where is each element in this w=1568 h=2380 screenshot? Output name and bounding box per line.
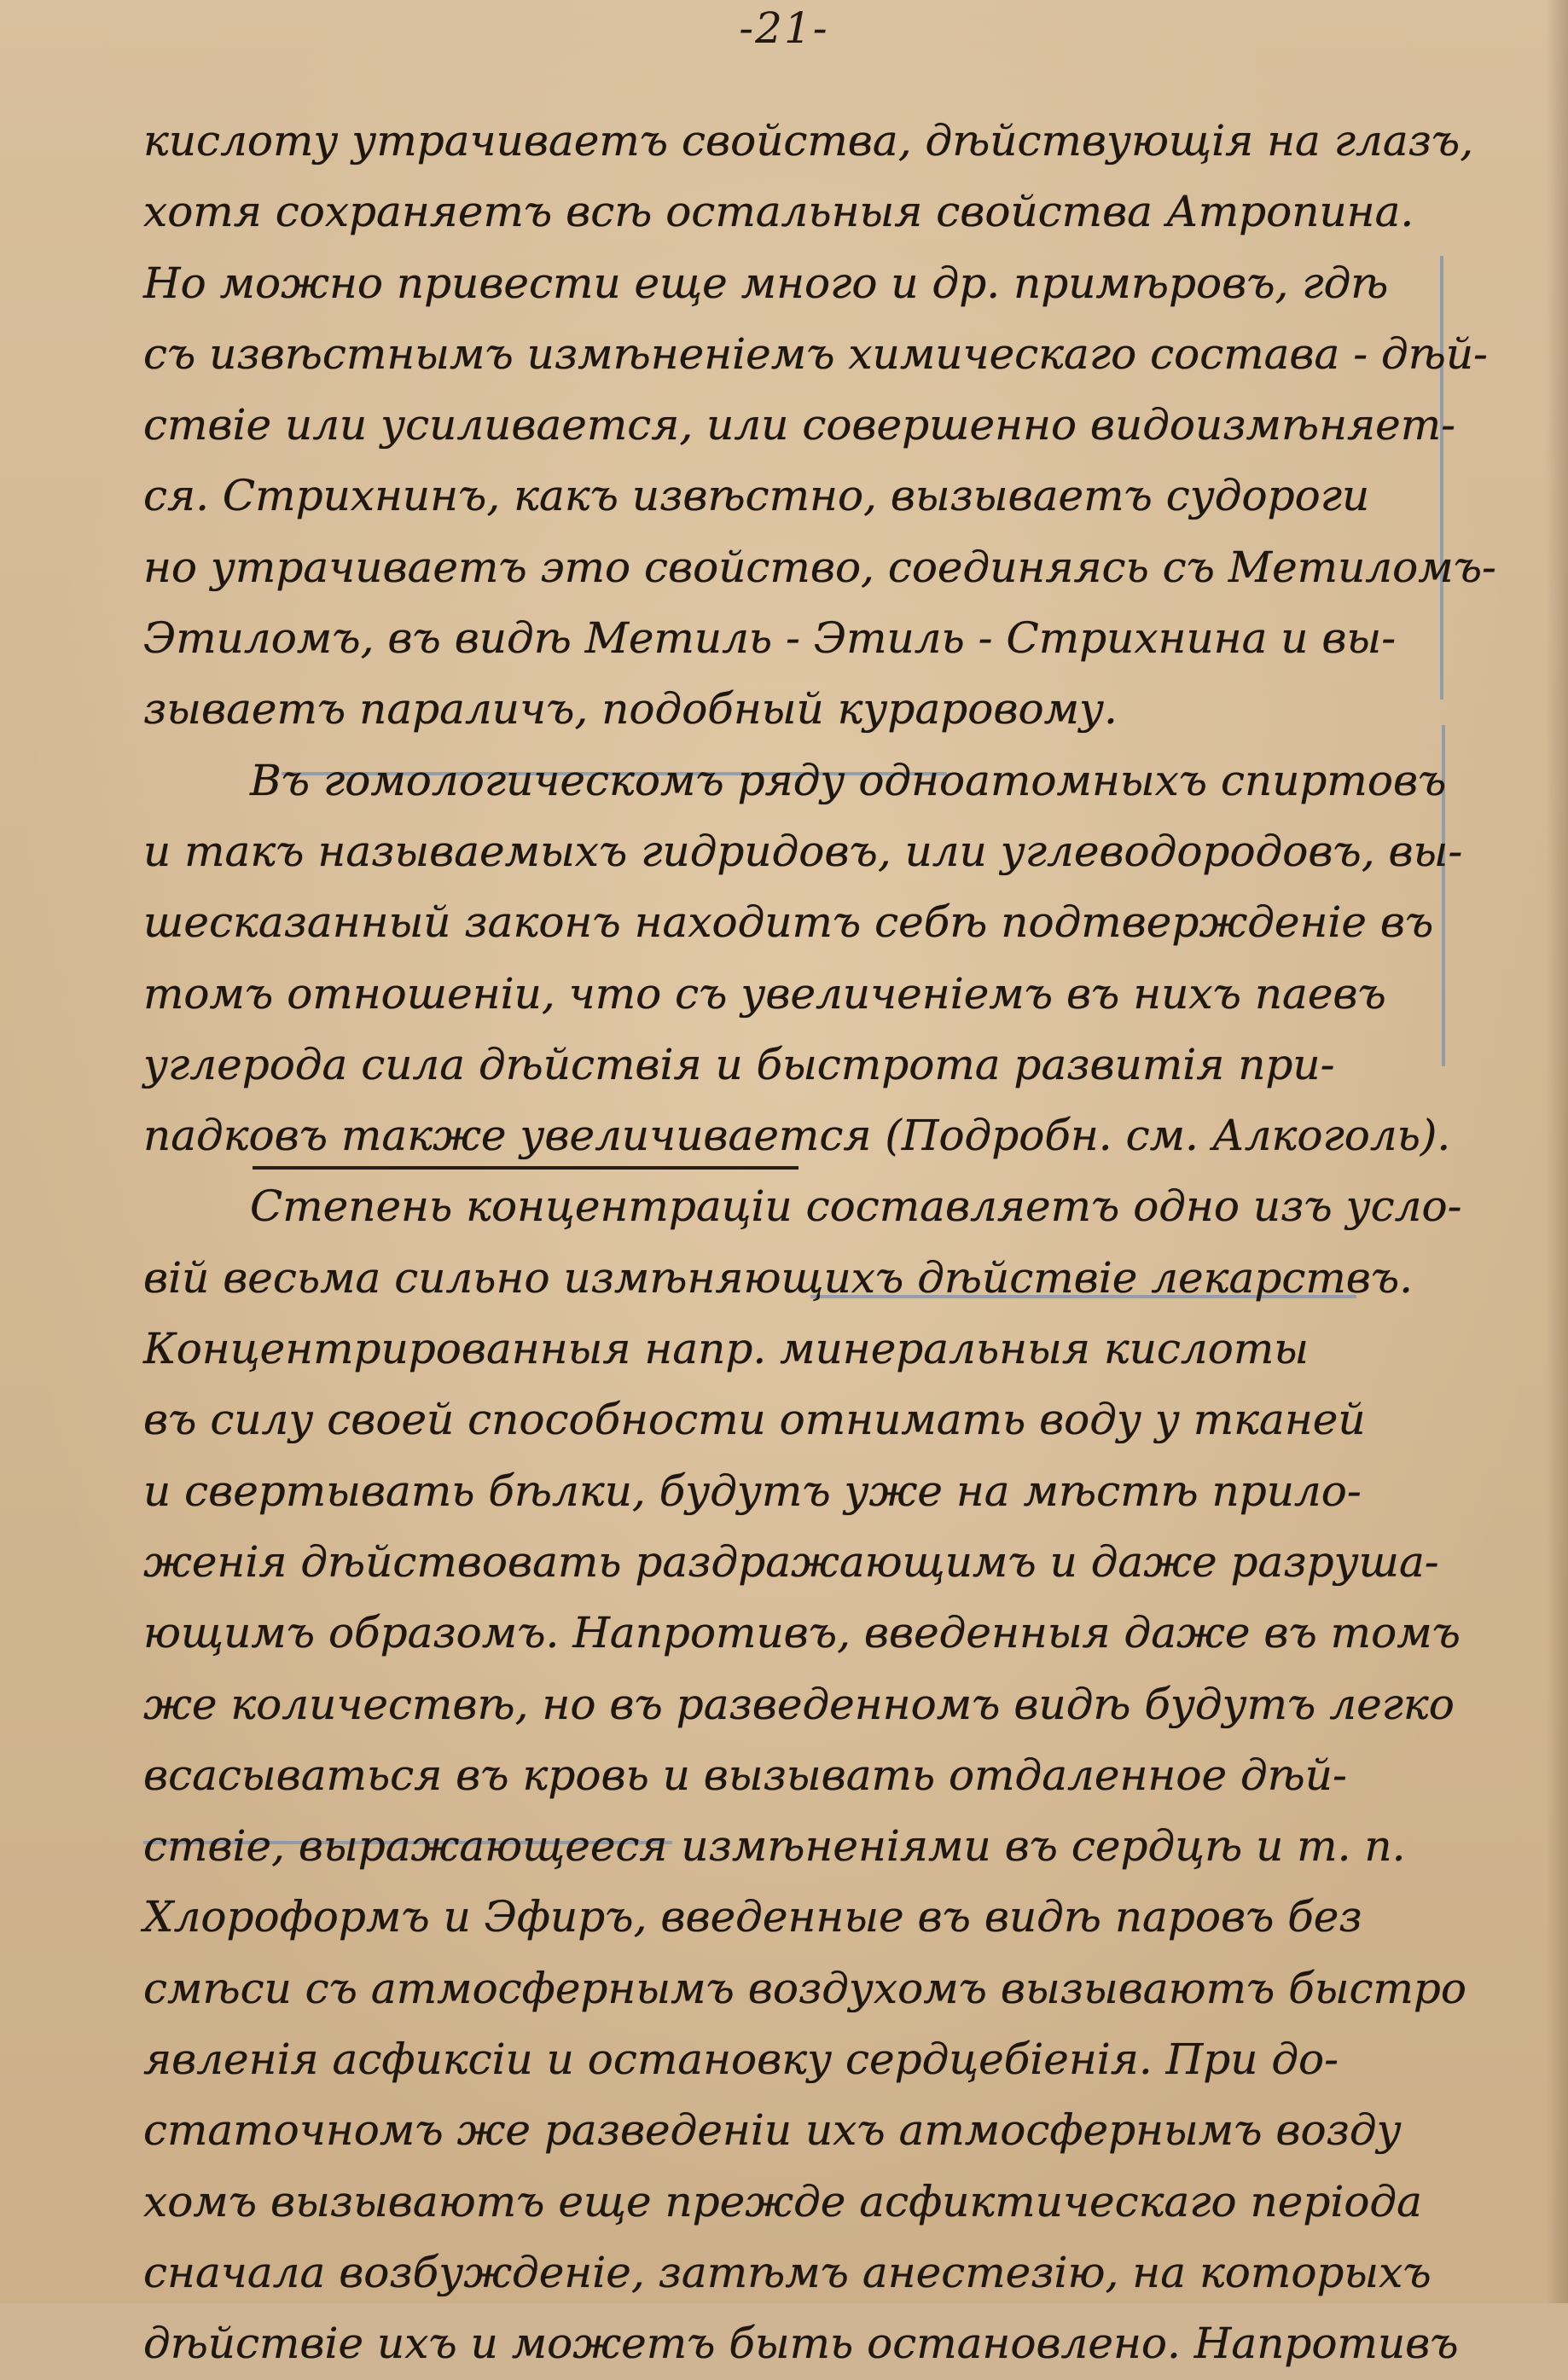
text-line: всасываться въ кровь и вызывать отдаленное дѣй- — [143, 1750, 1347, 1800]
text-line: ся. Стрихнинъ, какъ извѣстно, вызываетъ судороги — [143, 471, 1370, 521]
text-line: ствіе или усиливается, или совершенно видоизмѣняет- — [143, 400, 1456, 450]
text-line: дѣйствіе ихъ и можетъ быть остановлено. Напротивъ — [143, 2319, 1459, 2369]
handwritten-text — [143, 106, 1496, 2380]
text-line: же количествѣ, но въ разведенномъ видѣ будутъ легко — [143, 1679, 1455, 1729]
text-line: Этиломъ, въ видѣ Метиль - Этиль - Стрихнина и вы- — [143, 613, 1397, 664]
text-line: но утрачиваетъ это свойство, соединяясь съ Метиломъ- — [143, 542, 1496, 592]
text-line: Но можно привести еще много и др. примѣровъ, гдѣ — [143, 258, 1389, 308]
text-line: кислоту утрачиваетъ свойства, дѣйствующія на глазъ, — [143, 116, 1474, 165]
text-line: Концентрированныя напр. минеральныя кислоты — [143, 1324, 1309, 1374]
text-line: съ извѣстнымъ измѣненіемъ химическаго состава - дѣй- — [143, 328, 1488, 379]
text-line: хомъ вызываютъ еще прежде асфиктическаго періода — [143, 2176, 1422, 2226]
page-number: -21- — [739, 3, 829, 53]
text-line: ствіе, выражающееся измѣненіями въ сердцѣ и т. п. — [143, 1821, 1406, 1872]
text-line: сначала возбужденіе, затѣмъ анестезію, на которыхъ — [143, 2247, 1432, 2297]
text-line: смѣси съ атмосфернымъ воздухомъ вызываютъ быстро — [143, 1963, 1467, 2013]
paragraph-start-line: Въ гомологическомъ ряду одноатомныхъ спиртовъ — [250, 755, 1447, 805]
text-line: и такъ называемыхъ гидридовъ, или углеводородовъ, вы- — [143, 826, 1463, 876]
text-line: углерода сила дѣйствія и быстрота развитія при- — [143, 1039, 1335, 1089]
text-line: вій весьма сильно измѣняющихъ дѣйствіе лекарствъ. — [143, 1252, 1414, 1303]
text-line: статочномъ же разведеніи ихъ атмосфернымъ возду — [143, 2105, 1402, 2156]
text-line: въ силу своей способности отнимать воду у тканей — [143, 1395, 1366, 1445]
text-line: падковъ также увеличивается (Подробн. см. Алкоголь). — [143, 1111, 1451, 1161]
text-line: шесказанный законъ находитъ себѣ подтвержденіе въ — [143, 897, 1434, 948]
text-line: зываетъ параличъ, подобный кураровому. — [143, 684, 1118, 734]
page-edge-shadow — [1546, 0, 1568, 2303]
text-line: томъ отношеніи, что съ увеличеніемъ въ нихъ паевъ — [143, 968, 1386, 1019]
text-line: Хлороформъ и Эфиръ, введенные въ видѣ паровъ без — [143, 1892, 1362, 1942]
paragraph-start-line: Степень концентраціи составляетъ одно изъ усло- — [250, 1181, 1462, 1232]
text-line: явленія асфиксіи и остановку сердцебіенія. При до- — [143, 2035, 1339, 2085]
text-line: ющимъ образомъ. Напротивъ, введенныя даже въ томъ — [143, 1608, 1461, 1658]
text-line: женія дѣйствовать раздражающимъ и даже разруша- — [143, 1536, 1439, 1587]
text-line: хотя сохраняетъ всѣ остальныя свойства Атропина. — [143, 187, 1414, 237]
text-line: и свертывать бѣлки, будутъ уже на мѣстѣ прило- — [143, 1466, 1362, 1516]
